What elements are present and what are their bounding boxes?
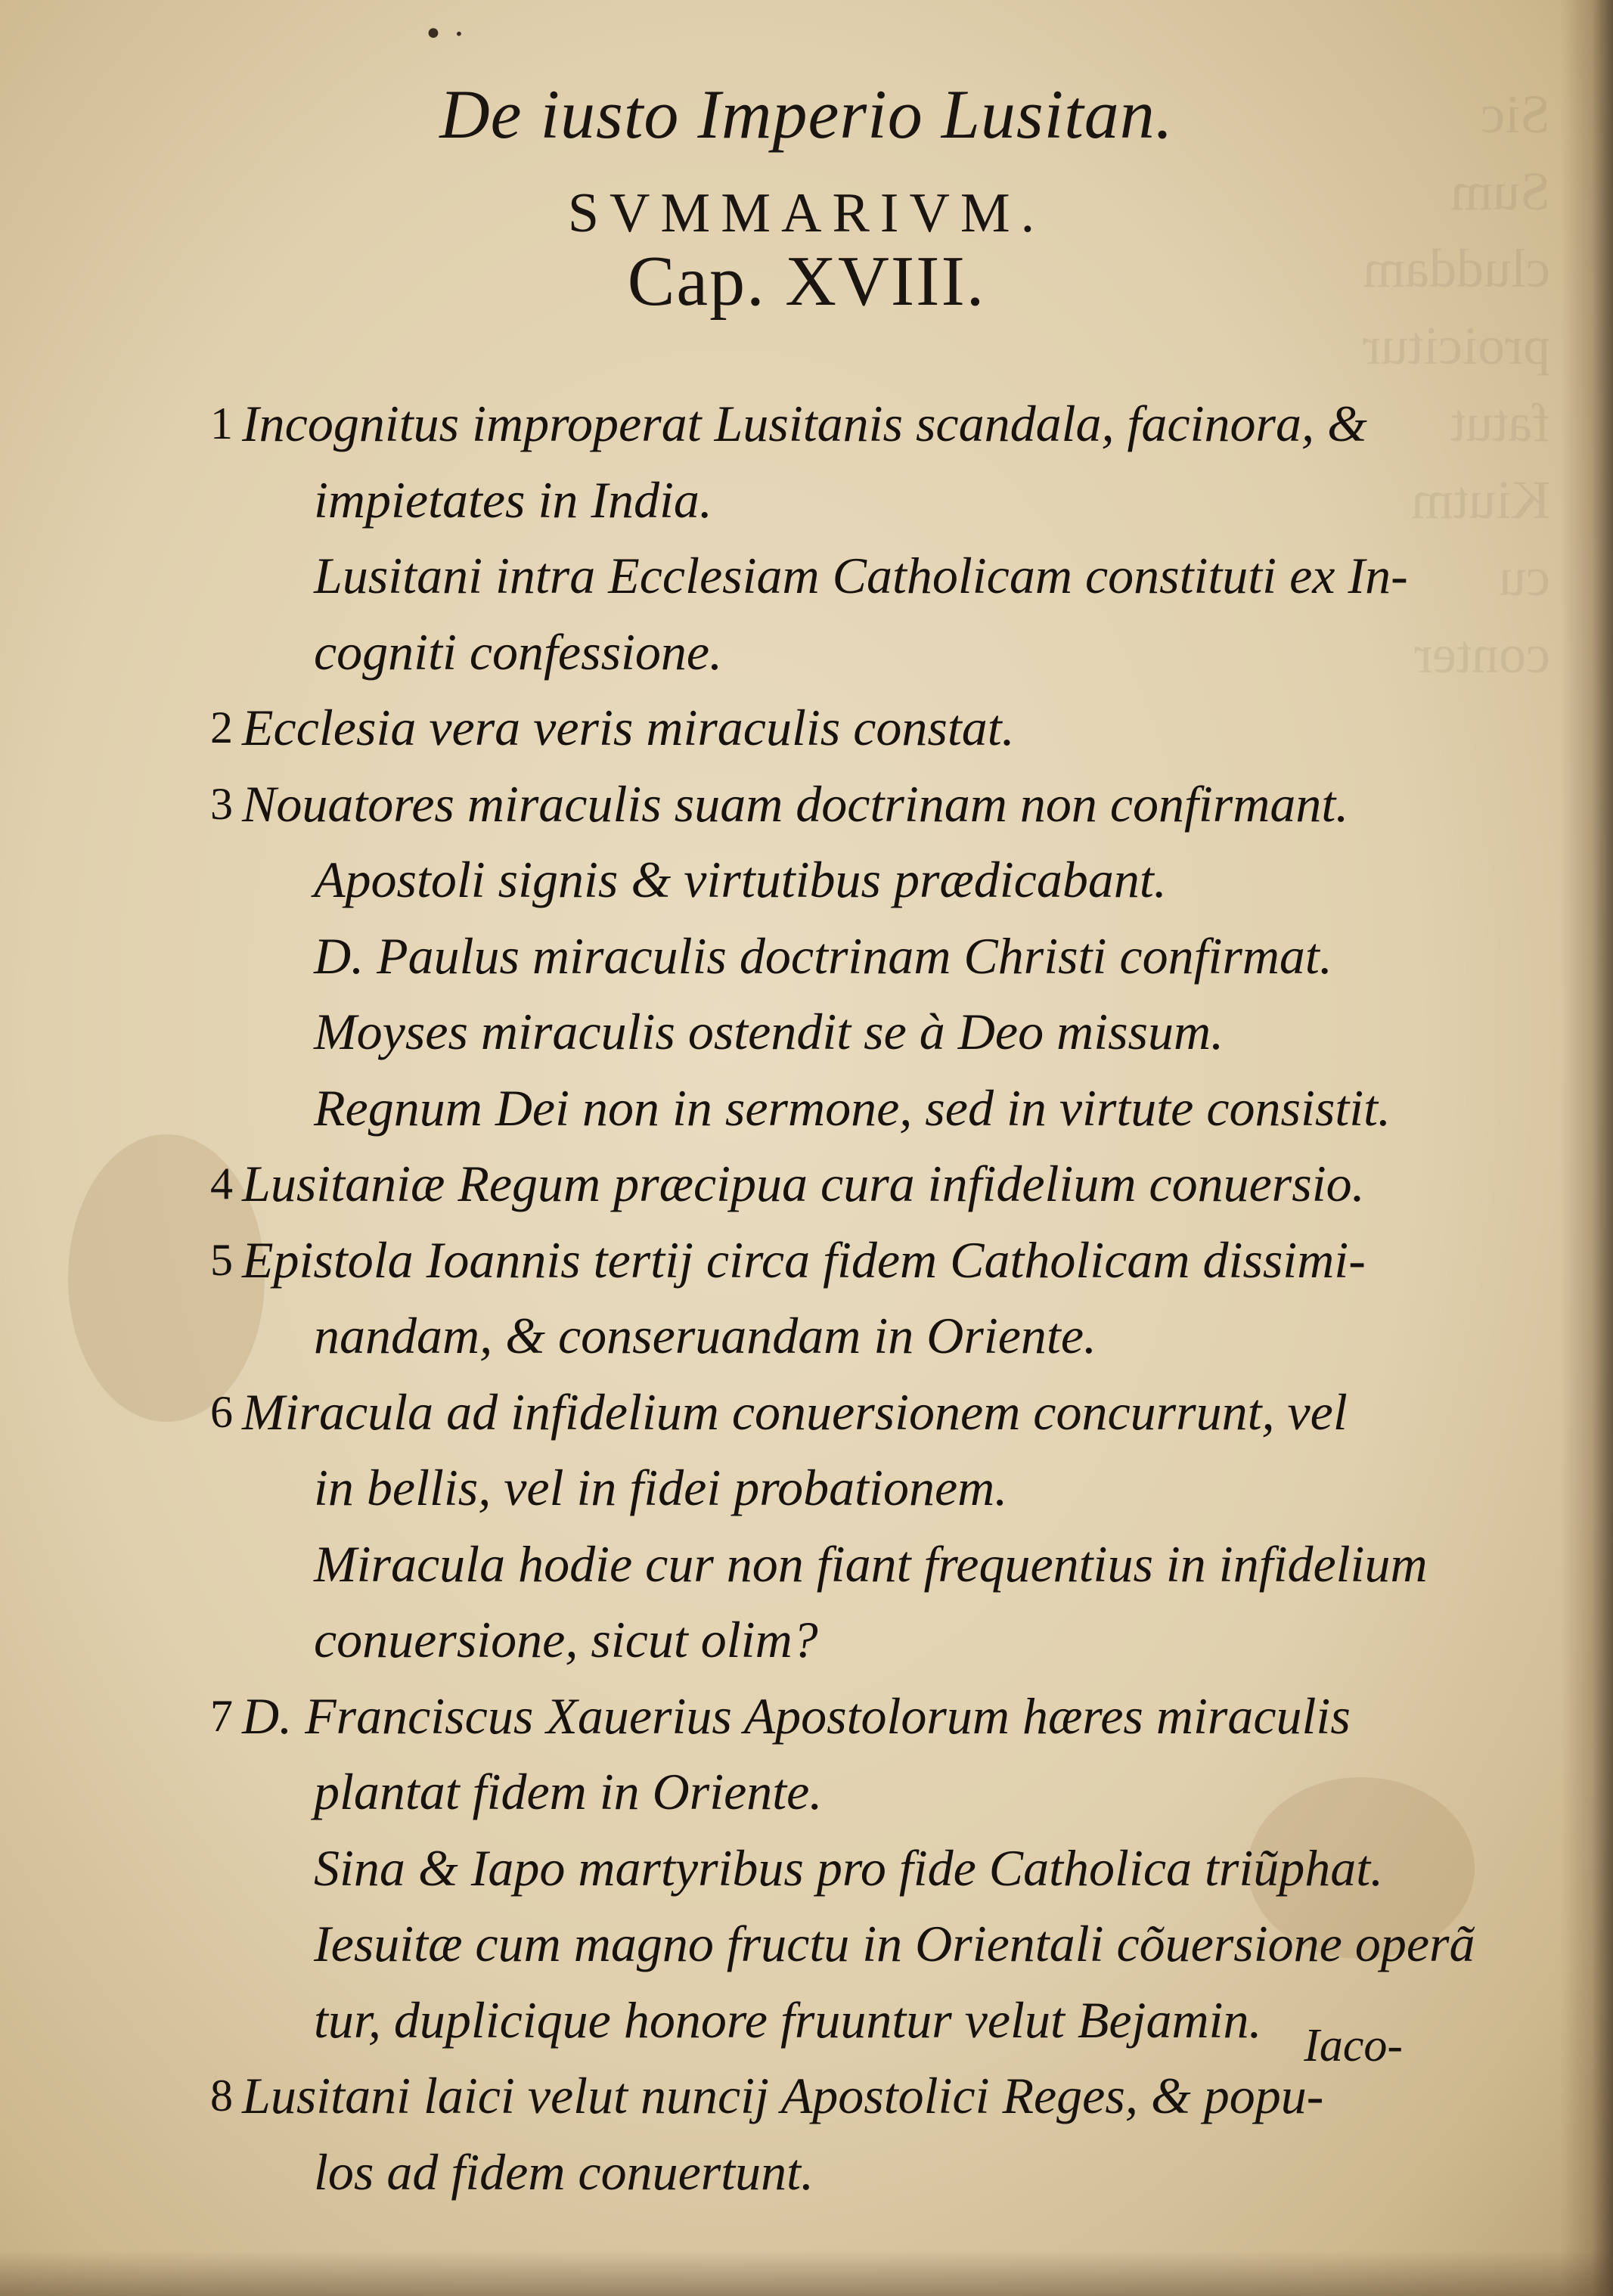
summary-text: Ecclesia vera veris miraculis constat. — [242, 699, 1015, 756]
summary-line — [242, 1906, 1475, 1982]
running-title: De iusto Imperio Lusitan. — [439, 76, 1174, 153]
summary-text: los ad fidem conuertunt. — [314, 2142, 814, 2201]
summary-line — [210, 1146, 1467, 1222]
section-heading: SVMMARIVM. — [567, 182, 1046, 244]
entry-number: 2 — [210, 703, 233, 752]
summary-line — [242, 1526, 1467, 1603]
summary-line — [242, 2134, 1467, 2211]
bleed-through-text: Sic Sum cluddam proicitur fatut Kiutm cu conter — [1363, 84, 1550, 684]
summary-text: Lusitani intra Ecclesiam Catholicam constituti ex In- — [314, 547, 1408, 604]
summary-text: D. Paulus miraculis doctrinam Christi confirmat. — [314, 926, 1332, 985]
page-bottom-shadow — [0, 2251, 1613, 2296]
chapter-heading: Cap. XVIII. — [627, 242, 986, 321]
summary-line — [210, 1222, 1467, 1298]
summary-text: tur, duplicique honore fruuntur velut Bejamin. — [314, 1990, 1262, 2049]
summary-text: Sina & Iapo martyribus pro fide Catholica triũphat. — [314, 1838, 1384, 1897]
summary-line — [210, 690, 1467, 766]
summary-line — [242, 918, 1467, 994]
summary-text: impietates in India. — [314, 470, 712, 529]
summary-line — [242, 994, 1467, 1070]
summary-text: plantat fidem in Oriente. — [314, 1763, 823, 1820]
page-edge-shadow — [1560, 0, 1613, 2296]
summary-text: Miracula hodie cur non fiant frequentius in infidelium — [314, 1534, 1428, 1593]
summary-line — [242, 1830, 1467, 1907]
summary-text: Regnum Dei non in sermone, sed in virtute consistit. — [314, 1078, 1391, 1137]
entry-number: 8 — [210, 2071, 233, 2121]
summary-line — [210, 1678, 1467, 1755]
summary-list — [210, 386, 1475, 2210]
summary-text: Lusitaniæ Regum præcipua cura infidelium conuersio. — [242, 1155, 1365, 1212]
summary-text: Moyses miraculis ostendit se à Deo missum. — [314, 1003, 1224, 1060]
summary-line — [242, 1602, 1467, 1678]
summary-text: Lusitani laici velut nuncij Apostolici Reges, & popu- — [242, 2067, 1324, 2124]
entry-number: 7 — [210, 1690, 233, 1741]
entry-number: 4 — [210, 1159, 233, 1209]
summary-line — [210, 766, 1467, 842]
summary-line — [242, 538, 1467, 614]
summary-text: in bellis, vel in fidei probationem. — [314, 1459, 1008, 1516]
summary-text: Apostoli signis & virtutibus prædicabant. — [314, 851, 1167, 908]
summary-line — [210, 1374, 1467, 1451]
summary-text: cogniti confessione. — [314, 622, 723, 681]
summary-line — [242, 1754, 1467, 1830]
catchword: Iaco- — [1304, 2020, 1403, 2071]
summary-line — [242, 614, 1467, 690]
summary-line — [242, 1070, 1467, 1146]
summary-text: D. Franciscus Xauerius Apostolorum hæres miraculis — [242, 1686, 1351, 1745]
summary-line — [242, 1450, 1467, 1526]
summary-text: conuersione, sicut olim? — [314, 1611, 818, 1668]
summary-line — [242, 1298, 1467, 1374]
summary-line — [242, 462, 1467, 538]
summary-line — [210, 386, 1467, 462]
entry-number: 1 — [210, 399, 233, 448]
summary-line — [210, 2058, 1467, 2134]
summary-text: nandam, & conseruandam in Oriente. — [314, 1307, 1097, 1364]
summary-text: Nouatores miraculis suam doctrinam non confirmant. — [242, 774, 1349, 833]
summary-text: Incognitus improperat Lusitanis scandala, facinora, & — [242, 395, 1367, 452]
summary-text: Epistola Ioannis tertij circa fidem Catholicam dissimi- — [242, 1230, 1366, 1289]
entry-number: 3 — [210, 778, 233, 829]
ink-mark: • · — [423, 15, 464, 54]
entry-number: 5 — [210, 1234, 233, 1285]
summary-text: Iesuitæ cum magno fructu in Orientali cõuersione operã — [314, 1915, 1475, 1972]
entry-number: 6 — [210, 1386, 233, 1437]
summary-line — [242, 1982, 1467, 2059]
paper-stain — [68, 1134, 265, 1422]
summary-text: Miracula ad infidelium conuersionem concurrunt, vel — [242, 1382, 1348, 1441]
summary-line — [242, 842, 1467, 918]
